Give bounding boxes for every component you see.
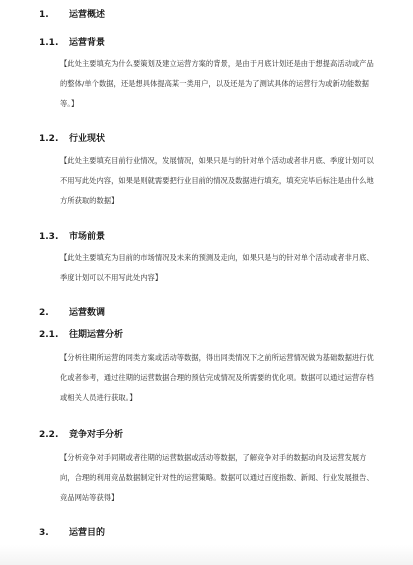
paragraph-market-outlook: 【此处主要填充为目前的市场情况及未来的预测及走向，如果只是与的针对单个活动或者非月底、季度计划可以不用写此处内容】 xyxy=(60,253,374,282)
subsection-title: 市场前景 xyxy=(69,232,106,242)
subsection-number: 1.3. xyxy=(39,232,59,242)
subsection-heading-background xyxy=(39,38,105,49)
section-title: 运营目的 xyxy=(69,528,106,538)
subsection-title: 行业现状 xyxy=(69,134,106,144)
subsection-title: 竞争对手分析 xyxy=(69,430,124,440)
subsection-number: 2.2. xyxy=(39,430,59,440)
paragraph-background: 【此处主要填充为什么要策划及建立运营方案的背景，是由于月底计划还是由于想提高活动或产品的整体/单个数据，还是想具体提高某一类用户，以及还是为了测试具体的运营行为或新功能数据等。】 xyxy=(60,59,374,108)
paragraph-industry-status: 【此处主要填充目前行业情况，发展情况，如果只是与的针对单个活动或者非月底、季度计划可以不用写此处内容，如果是则就需要把行业目前的情况及数据进行填充，填充完毕后标注是由什么地方所获取的数据】 xyxy=(60,156,374,205)
section-heading-overview xyxy=(39,10,105,21)
page-bottom-shadow xyxy=(0,545,413,565)
subsection-title: 运营背景 xyxy=(69,38,106,48)
subsection-heading-industry-status xyxy=(39,134,105,145)
subsection-number: 1.1. xyxy=(39,38,59,48)
section-title: 运营数调 xyxy=(69,308,106,318)
section-heading-data-research xyxy=(39,308,105,319)
paragraph-competitor-analysis: 【分析竞争对手同期或者往期的运营数据或活动等数据，了解竞争对手的数据动向及运营发展方向，合理的利用竞品数据制定针对性的运营策略。数据可以通过百度指数、新闻、行业发展报告、竞品网站等获得】 xyxy=(60,453,374,502)
subsection-number: 1.2. xyxy=(39,134,59,144)
subsection-heading-competitor-analysis xyxy=(39,430,123,441)
section-heading-operation-goal xyxy=(39,528,105,539)
section-number: 3. xyxy=(39,528,49,538)
section-number: 1. xyxy=(39,10,49,20)
section-number: 2. xyxy=(39,308,49,318)
paragraph-past-analysis: 【分析往期所运营的同类方案或活动等数据，得出同类情况下之前所运营情况做为基础数据进行优化或者参考，通过往期的运营数据合理的预估完成情况及所需要的优化项。数据可以通过运营存档或相关人员进行获取。】 xyxy=(60,353,374,402)
subsection-heading-market-outlook xyxy=(39,232,105,243)
subsection-title: 往期运营分析 xyxy=(69,330,124,340)
section-title: 运营概述 xyxy=(69,10,106,20)
subsection-heading-past-analysis xyxy=(39,330,123,341)
subsection-number: 2.1. xyxy=(39,330,59,340)
